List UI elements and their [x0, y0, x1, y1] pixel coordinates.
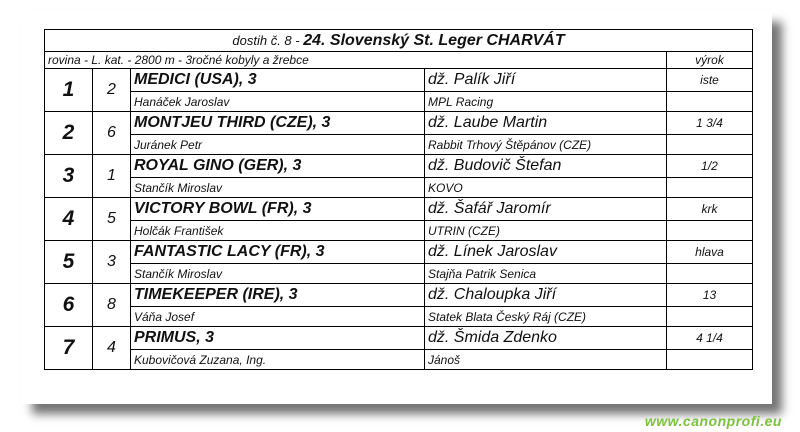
result-row	[45, 284, 753, 307]
result-row	[45, 155, 753, 178]
start-number-cell: 6	[93, 112, 131, 155]
owner-name: KOVO	[425, 178, 667, 198]
margin-empty-cell	[667, 92, 753, 112]
owner-name: UTRIN (CZE)	[425, 221, 667, 241]
jockey-name: dž. Budovič Štefan	[425, 155, 667, 178]
trainer-name: Stančík Miroslav	[131, 264, 425, 284]
start-number-cell: 8	[93, 284, 131, 327]
margin-empty-cell	[667, 350, 753, 370]
margin-empty-cell	[667, 221, 753, 241]
result-detail-row	[45, 135, 753, 155]
watermark: www.canonprofi.eu	[644, 413, 782, 429]
place-cell: 4	[45, 198, 93, 241]
start-number-cell: 2	[93, 69, 131, 112]
race-conditions: rovina - L. kat. - 2800 m - 3ročné kobyly a žrebce	[45, 52, 667, 69]
horse-name: FANTASTIC LACY (FR), 3	[131, 241, 425, 264]
place-cell: 2	[45, 112, 93, 155]
jockey-name: dž. Palík Jiří	[425, 69, 667, 92]
margin-cell: iste	[667, 69, 753, 92]
start-number-cell: 4	[93, 327, 131, 370]
jockey-name: dž. Laube Martin	[425, 112, 667, 135]
horse-name: VICTORY BOWL (FR), 3	[131, 198, 425, 221]
start-number-cell: 3	[93, 241, 131, 284]
vyrok-header: výrok	[667, 52, 753, 69]
owner-name: Jánoš	[425, 350, 667, 370]
place-cell: 3	[45, 155, 93, 198]
results-table	[44, 29, 753, 370]
margin-cell: 13	[667, 284, 753, 307]
margin-empty-cell	[667, 178, 753, 198]
race-header	[45, 30, 753, 52]
result-detail-row	[45, 92, 753, 112]
start-number-cell: 5	[93, 198, 131, 241]
place-cell: 1	[45, 69, 93, 112]
owner-name: Rabbit Trhový Štěpánov (CZE)	[425, 135, 667, 155]
trainer-name: Váňa Josef	[131, 307, 425, 327]
jockey-name: dž. Chaloupka Jiří	[425, 284, 667, 307]
trainer-name: Juránek Petr	[131, 135, 425, 155]
margin-cell: hlava	[667, 241, 753, 264]
margin-cell: 1 3/4	[667, 112, 753, 135]
race-header-row	[45, 30, 753, 52]
jockey-name: dž. Línek Jaroslav	[425, 241, 667, 264]
trainer-name: Kubovičová Zuzana, Ing.	[131, 350, 425, 370]
result-detail-row	[45, 307, 753, 327]
owner-name: Statek Blata Český Ráj (CZE)	[425, 307, 667, 327]
result-detail-row	[45, 264, 753, 284]
horse-name: PRIMUS, 3	[131, 327, 425, 350]
margin-cell: 1/2	[667, 155, 753, 178]
result-detail-row	[45, 178, 753, 198]
jockey-name: dž. Šafář Jaromír	[425, 198, 667, 221]
horse-name: TIMEKEEPER (IRE), 3	[131, 284, 425, 307]
place-cell: 7	[45, 327, 93, 370]
owner-name: Stajňa Patrik Senica	[425, 264, 667, 284]
margin-cell: krk	[667, 198, 753, 221]
race-conditions-row	[45, 52, 753, 69]
horse-name: ROYAL GINO (GER), 3	[131, 155, 425, 178]
race-title: 24. Slovenský St. Leger CHARVÁT	[303, 31, 565, 49]
owner-name: MPL Racing	[425, 92, 667, 112]
horse-name: MEDICI (USA), 3	[131, 69, 425, 92]
trainer-name: Hanáček Jaroslav	[131, 92, 425, 112]
jockey-name: dž. Šmida Zdenko	[425, 327, 667, 350]
margin-empty-cell	[667, 264, 753, 284]
result-row	[45, 198, 753, 221]
result-detail-row	[45, 221, 753, 241]
result-row	[45, 327, 753, 350]
start-number-cell: 1	[93, 155, 131, 198]
result-row	[45, 112, 753, 135]
result-detail-row	[45, 350, 753, 370]
place-cell: 6	[45, 284, 93, 327]
margin-cell: 4 1/4	[667, 327, 753, 350]
result-row	[45, 241, 753, 264]
result-row	[45, 69, 753, 92]
place-cell: 5	[45, 241, 93, 284]
trainer-name: Stančík Miroslav	[131, 178, 425, 198]
trainer-name: Holčák František	[131, 221, 425, 241]
race-header-prefix: dostih č. 8 -	[232, 32, 300, 48]
horse-name: MONTJEU THIRD (CZE), 3	[131, 112, 425, 135]
margin-empty-cell	[667, 307, 753, 327]
margin-empty-cell	[667, 135, 753, 155]
